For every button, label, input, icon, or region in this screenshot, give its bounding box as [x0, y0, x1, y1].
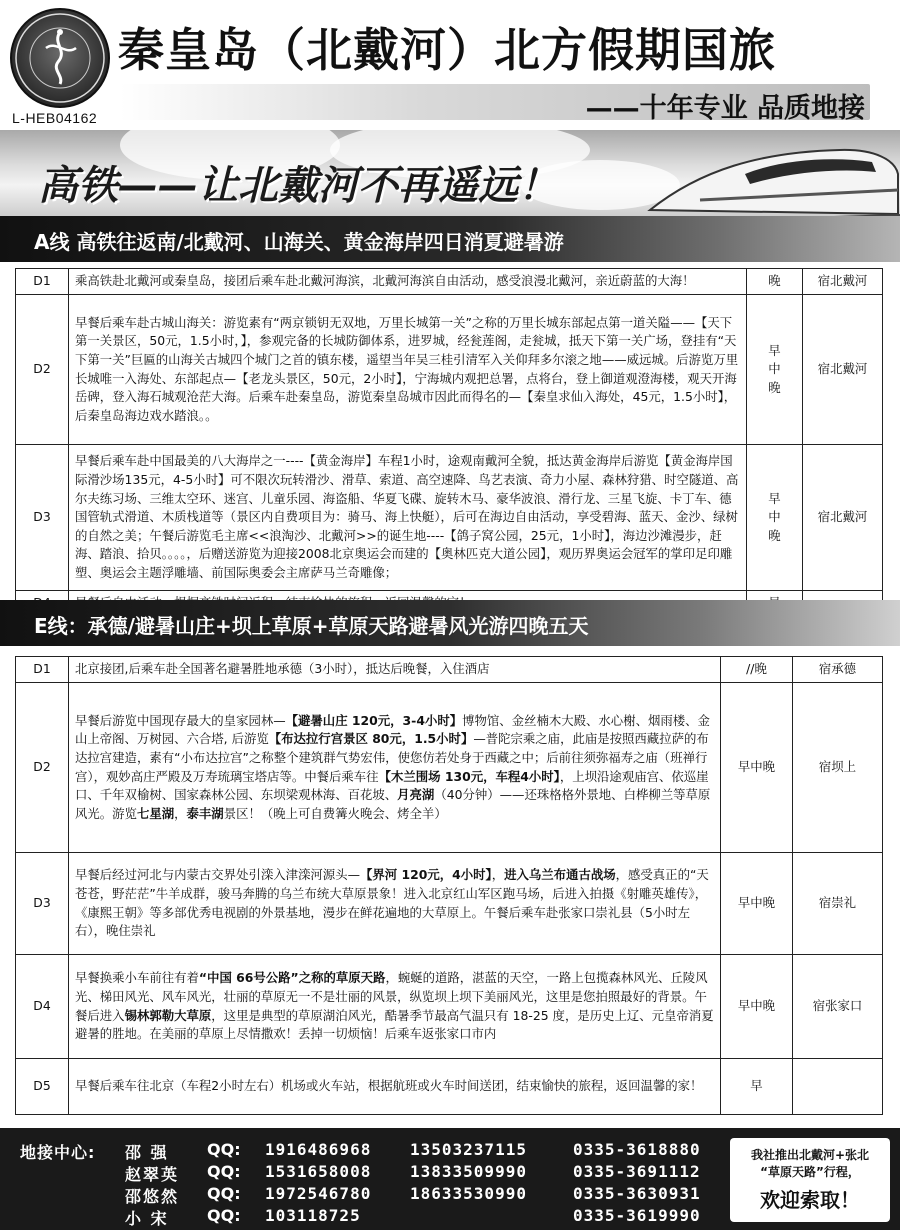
text-segment: 早餐换乘小车前往有着	[75, 970, 199, 986]
line-a-itinerary-table	[15, 268, 883, 617]
text-segment: ，这里是典型的草原湖泊风光，酷暑季节最高气温只有 18-25 度，是历史上辽、元皇帝消夏避暑的胜地。在美丽的草原上尽情撒欢！丢掉一切烦恼！后乘车返张家口市内	[75, 1007, 714, 1042]
agency-logo	[10, 8, 110, 108]
contact-phone[interactable]: 0335-3630931	[573, 1184, 701, 1203]
text-segment: ，蜿蜒的道路，湛蓝的天空，一路上包揽森林风光、丘陵风光、梯田风光、风车风光，壮丽的草原无一不是壮丽的风景，纵览坝上坝下美丽风光，这里是您拍照最好的背景。午餐后进入	[75, 970, 708, 1023]
text-segment: 博物馆、金丝楠木大殿、水心榭、烟雨楼、金山上帝阁、万树园、六合塔, 后游览	[75, 712, 710, 747]
highlight-attraction: 【界河 120元，4小时】	[359, 867, 492, 883]
meal-info: 晚	[747, 269, 803, 295]
day-label: D2	[16, 295, 69, 445]
contact-name: 小 宋	[125, 1209, 169, 1228]
line-e-title: E线：承德/避暑山庄+坝上草原+草原天路避暑风光游四晚五天	[34, 614, 589, 638]
qq-label: QQ:	[207, 1206, 241, 1225]
contact-phone[interactable]: 0335-3618880	[573, 1140, 701, 1159]
meal-info: 早中晚	[721, 853, 793, 955]
table-row	[16, 295, 883, 445]
day-description: 早餐后乘车往北京（车程2小时左右）机场或火车站，根据航班或火车时间送团，结束愉快的旅程，返回温馨的家！	[69, 1059, 721, 1115]
header	[0, 0, 900, 135]
contact-mobile[interactable]: 18633530990	[410, 1184, 527, 1203]
highlight-attraction: 进入乌兰布通古战场	[504, 867, 616, 883]
text-segment: ，	[174, 805, 187, 821]
day-label: D3	[16, 853, 69, 955]
contact-mobile[interactable]: 13503237115	[410, 1140, 527, 1159]
day-description: 北京接团,后乘车赴全国著名避暑胜地承德（3小时），抵达后晚餐，入住酒店	[69, 657, 721, 683]
accommodation: 宿北戴河	[803, 269, 883, 295]
day-label: D1	[16, 657, 69, 683]
day-description	[69, 683, 721, 853]
qq-label: QQ:	[207, 1140, 241, 1159]
day-label: D3	[16, 445, 69, 591]
text-segment: ，感受真正的“天苍苍，野茫茫”牛羊成群，骏马奔腾的乌兰布统大草原景象！进入北京红山军区跑马场，后进入拍摄《射雕英雄传》，《康熙王朝》等多部优秀电视剧的外景基地，漫步在鲜花遍地的大草原上。午餐后乘车赴张家口崇礼县（5小时左右），晚住崇礼	[75, 867, 709, 939]
contact-name: 邵悠然	[125, 1187, 180, 1206]
text-segment: 早餐后经过河北与内蒙古交界处引滦入津滦河源头—	[75, 867, 360, 883]
contact-name: 赵翠英	[125, 1165, 180, 1184]
table-row	[16, 955, 883, 1059]
day-label: D4	[16, 955, 69, 1059]
qq-label: QQ:	[207, 1162, 241, 1181]
highlight-attraction: 【木兰围场 130元，车程4小时】	[378, 768, 560, 784]
highlight-attraction: 泰丰湖	[186, 805, 224, 821]
table-row	[16, 1059, 883, 1115]
accommodation: 宿坝上	[793, 683, 883, 853]
highlight-attraction: “中国 66号公路”之称的草原天路	[198, 970, 386, 986]
contact-footer	[0, 1128, 900, 1230]
highlight-attraction: 七星湖	[136, 805, 175, 821]
contact-qq[interactable]: 1531658008	[265, 1162, 372, 1181]
text-segment: 早餐后游览中国现存最大的皇家园林—	[75, 712, 286, 728]
accommodation: 宿北戴河	[803, 445, 883, 591]
day-description: 乘高铁赴北戴河或秦皇岛，接团后乘车赴北戴河海滨，北戴河海滨自由活动，感受浪漫北戴河，亲近蔚蓝的大海！	[69, 269, 747, 295]
accommodation: 宿崇礼	[793, 853, 883, 955]
banner	[0, 130, 900, 230]
line-e-itinerary-table	[15, 656, 883, 1115]
highlight-attraction: 锡林郭勒大草原	[124, 1007, 212, 1023]
qq-label: QQ:	[207, 1184, 241, 1203]
highlight-attraction: 月亮湖	[397, 787, 435, 803]
promo-callout: 欢迎索取！	[760, 1188, 860, 1212]
promo-line: “草原天路”行程，	[760, 1165, 860, 1179]
meal-info: 早 中 晚	[747, 295, 803, 445]
day-description: 早餐后乘车赴古城山海关：游览素有“两京锁钥无双地，万里长城第一关”之称的万里长城东部起点第一道关隘——【天下第一关景区，50元，1.5小时，】，参观完备的长城防御体系，进罗城，经瓮莲阁，走瓮城，抵天下第一关广场，登挂有“天下第一关”巨匾的山海关古城四个城门之首的镇东楼，遥望当年吴三桂引清军入关仰拜多尔滚之地——威远城。后游览万里长城唯一入海处、东部起点—【老龙头景区，50元，2小时】，宁海城内观把总署，点将台，登上御道观澄海楼，观天开海岳碑，登入海石城观沧茫大海。后乘车赴秦皇岛，游览秦皇岛城市因此而得名的—【秦皇求仙入海处，45元，1.5小时】，后秦皇岛海边戏水踏浪。。	[69, 295, 747, 445]
logo-emblem-icon	[12, 10, 108, 106]
meal-info: 早 中 晚	[747, 445, 803, 591]
contact-phone[interactable]: 0335-3691112	[573, 1162, 701, 1181]
accommodation: 宿北戴河	[803, 295, 883, 445]
contact-name: 邵 强	[125, 1143, 169, 1162]
contact-mobile[interactable]: 13833509990	[410, 1162, 527, 1181]
day-description	[69, 955, 721, 1059]
accommodation: 宿承德	[793, 657, 883, 683]
day-label: D2	[16, 683, 69, 853]
meal-info: 早中晚	[721, 683, 793, 853]
highlight-attraction: 【布达拉行宫景区 80元，1.5小时】	[268, 731, 474, 747]
table-row	[16, 269, 883, 295]
contact-qq[interactable]: 1972546780	[265, 1184, 372, 1203]
table-row	[16, 445, 883, 591]
meal-info: //晚	[721, 657, 793, 683]
table-row	[16, 853, 883, 955]
accommodation: 宿张家口	[793, 955, 883, 1059]
text-segment: —普陀宗乘之庙，此庙是按照西藏拉萨的布达拉宫建造，素有“小布达拉宫”之称整个建筑群气势宏伟，使您仿若处身于西藏之中；后前往须弥福寿之庙（班禅行宫），观妙高庄严殿及万寿琉璃宝塔店等。中餐后乘车往	[75, 731, 709, 784]
text-segment: （40分钟）——还珠格格外景地、白桦柳兰等草原风光。游览	[75, 787, 711, 821]
table-row	[16, 657, 883, 683]
highlight-attraction: 【避暑山庄 120元，3-4小时】	[285, 712, 463, 728]
meal-info: 早中晚	[721, 955, 793, 1059]
contact-phone[interactable]: 0335-3619990	[573, 1206, 701, 1225]
day-description: 早餐后乘车赴中国最美的八大海岸之一----【黄金海岸】车程1小时，途观南戴河全貌，抵达黄金海岸后游览【黄金海岸国际滑沙场135元，4-5小时】可不限次玩转滑沙、滑草、索道、高空速降、鸟艺表演、奇力小屋、森林狩猎、时空隧道、高尔夫练习场、三维太空环、迷宫、儿童乐园、海盗船、华夏飞碟、旋转木马、豪华波浪、滑行龙、三星飞旋、卡丁车、德国管轨式滑道、木质栈道等（景区内自费项目为：骑马、海上快艇），后可在海边自由活动，享受碧海、蓝天、金沙、绿树的自然之美；午餐后游览毛主席<<浪淘沙、北戴河>>的诞生地----【鸽子窝公园，25元，1小时】，海边沙滩漫步，赶海、踏浪、拾贝。。。。，后赠送游览为迎接2008北京奥运会而建的【奥林匹克大道公园】，观历界奥运会冠军的掌印足印雕塑、奥运会主题浮雕墙、前国际奥委会主席萨马兰奇雕像；	[69, 445, 747, 591]
table-row	[16, 683, 883, 853]
license-number: L-HEB04162	[12, 110, 98, 126]
line-a-title: A线 高铁往返南/北戴河、山海关、黄金海岸四日消夏避暑游	[34, 230, 564, 254]
page-title: 秦皇岛（北戴河）北方假期国旅	[118, 23, 776, 77]
contact-center-label: 地接中心:	[20, 1143, 96, 1162]
promo-line: 我社推出北戴河+张北	[750, 1148, 870, 1162]
contact-qq[interactable]: 103118725	[265, 1206, 361, 1225]
day-description	[69, 853, 721, 955]
contact-qq[interactable]: 1916486968	[265, 1140, 372, 1159]
text-segment: ，	[491, 867, 505, 883]
tagline: ——十年专业 品质地接	[585, 93, 865, 124]
accommodation	[793, 1059, 883, 1115]
text-segment: 景区！（晚上可自费篝火晚会、烤全羊）	[223, 805, 447, 821]
day-label: D1	[16, 269, 69, 295]
banner-slogan: 高铁——让北戴河不再遥远！	[38, 163, 558, 209]
meal-info: 早	[721, 1059, 793, 1115]
promo-box	[730, 1138, 890, 1222]
text-segment: ，上坝沿途观庙宫、依巡崖口、千年双榆树、国家森林公园、东坝梁观林海、百花坡、	[75, 768, 709, 803]
day-label: D5	[16, 1059, 69, 1115]
